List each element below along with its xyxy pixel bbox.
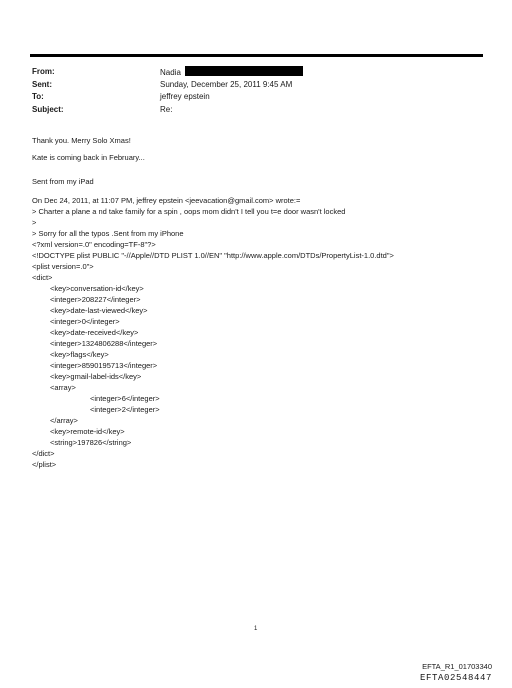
from-label: From: [32,67,55,76]
plist-line: <key>date-last-viewed</key> [50,306,148,315]
from-row [32,66,303,79]
plist-line: </array> [50,416,78,425]
plist-line: <?xml version=.0" encoding=TF-8"?> [32,240,156,249]
sender-name: Nadia [160,68,181,77]
subject-row [32,104,303,117]
to-label: To: [32,92,44,101]
plist-line: <key>date-received</key> [50,328,139,337]
header-divider [30,54,483,57]
plist-line: <integer>6</integer> [90,394,160,403]
email-body [32,135,394,470]
plist-line: <integer>1324806288</integer> [50,339,158,348]
bates-number-bottom: EFTA02548447 [419,673,492,683]
plist-line: <key>conversation-id</key> [50,284,144,293]
plist-line: <array> [50,383,76,392]
subject-label: Subject: [32,104,64,114]
to-value: jeffrey epstein [160,92,210,101]
sent-value: Sunday, December 25, 2011 9:45 AM [160,79,293,89]
page-number: 1 [254,626,258,632]
redaction-box [185,66,303,76]
quote-header: On Dec 24, 2011, at 11:07 PM, jeffrey epstein <jeevacation@gmail.com> wrote:= [32,196,301,205]
plist-line: <plist version=.0"> [32,262,94,271]
sent-row [32,79,303,92]
plist-line: <key>flags</key> [50,350,109,359]
subject-value: Re: [160,104,173,114]
plist-line: <key>gmail-label-ids</key> [50,372,142,381]
from-value [160,66,303,79]
email-header [32,66,303,116]
plist-line: <!DOCTYPE plist PUBLIC "-//Apple//DTD PLIST 1.0//EN" "http://www.apple.com/DTDs/PropertyList-1.0.dtd"> [32,251,394,260]
plist-line: </plist> [32,460,57,469]
quoted-line: > [32,218,37,227]
body-line: Sent from my iPad [32,177,94,186]
quoted-line: > Sorry for all the typos .Sent from my iPhone [32,229,184,238]
plist-line: <dict> [32,273,53,282]
body-line: Thank you. Merry Solo Xmas! [32,136,131,145]
body-line: Kate is coming back in February... [32,153,145,162]
plist-line: <integer>0</integer> [50,317,120,326]
plist-line: </dict> [32,449,55,458]
bates-number-top: EFTA_R1_01703340 [422,662,492,671]
plist-line: <integer>208227</integer> [50,295,141,304]
to-row [32,91,303,104]
quoted-line: > Charter a plane a nd take family for a spin , oops mom didn't I tell you t=e door wasn't locked [32,207,346,216]
plist-line: <key>remote-id</key> [50,427,125,436]
plist-line: <string>197826</string> [50,438,132,447]
plist-line: <integer>8590195713</integer> [50,361,158,370]
plist-line: <integer>2</integer> [90,405,160,414]
sent-label: Sent: [32,79,52,89]
